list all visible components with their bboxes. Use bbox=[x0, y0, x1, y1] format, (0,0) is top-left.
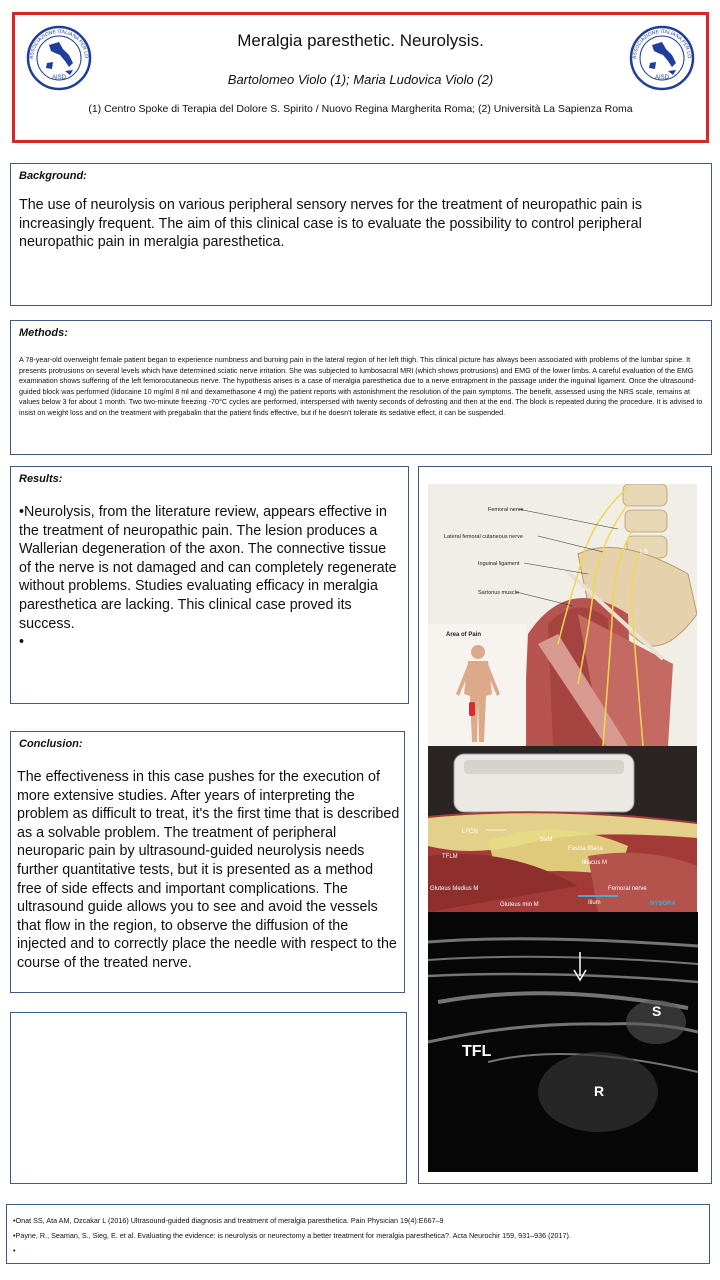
ultrasound-image bbox=[428, 912, 698, 1172]
ultrasound-drawing bbox=[428, 912, 698, 1172]
conclusion-heading: Conclusion: bbox=[19, 738, 83, 750]
reference-text: Payne, R., Seaman, S., Sieg, E. et al. Evaluating the evidence: is neurolysis or neurectomy a better treatment for meralgia paresthetica?. Acta Neurochir 159, 931–936 (2017). bbox=[15, 1231, 571, 1240]
label-area-of-pain: Area of Pain bbox=[446, 632, 482, 638]
label-r: R bbox=[594, 1083, 605, 1099]
methods-text: A 78-year-old overweight female patient began to experience numbness and burning pain in the lateral region of her left thigh. This clinical picture has always been associated with problems of the lumbar spine. It presents protrusions on several levels which have determined sciatic nerve irritation. She was subjected to lumbosacral MRI (which shows protrusions) and EMG of the lower limbs. A careful evaluation of the EMG examination shows suffering of the left femorocutaneous nerve. The hypothesis arises is a case of meralgia paresthetica due to a nerve entrapment in the passage under the inguinal ligament. Once the ultrasound-guided block was performed (lidocaine 10 mg/ml 8 ml and dexamethasone 4 mg) the patient reports with astonishment the resolution of the pain symptoms. The benefit, assessed using the NRS scale, remains at values below 3 for about 1 month. Two two-minute freezing -70°C cycles are performed, interspersed with twenty seconds of defrosting and then at the end. The block is repeated during the procedure. It is advised to insist on weight loss and on the treatment with pregabalin that the patient finds effective, but if he doesn't tolerate its sedative effect, it can be suspended. bbox=[19, 355, 703, 417]
label-gluteus-medius: Gluteus Medius M bbox=[430, 886, 479, 892]
anatomy-drawing bbox=[428, 484, 697, 746]
conclusion-section bbox=[10, 731, 405, 993]
results-heading: Results: bbox=[19, 473, 63, 485]
results-bullet-text: Neurolysis, from the literature review, appears effective in the treatment of neuropathic pain. The lesion produces a Wallerian degeneration of the axon. The connective tissue of the nerve is not damaged and can completely regenerate without problems. Studies evaluating efficacy in meralgia paresthetica are lacking. This clinical case proved its success. bbox=[19, 504, 397, 632]
reference-item: • bbox=[13, 1246, 16, 1255]
results-list bbox=[19, 503, 400, 652]
label-brand: NYSORA bbox=[650, 901, 676, 907]
empty-panel bbox=[10, 1012, 407, 1184]
pain-area-marker bbox=[469, 702, 475, 716]
reference-text: Onat SS, Ata AM, Ozcakar L (2016) Ultrasound-guided diagnosis and treatment of meralgia paresthetica. Pain Physician 19(4):E667–9 bbox=[15, 1216, 444, 1225]
poster-header bbox=[12, 12, 709, 143]
label-sartorius: Sartorius muscle bbox=[478, 590, 519, 596]
label-s: S bbox=[652, 1003, 662, 1019]
poster-authors: Bartolomeo Violo (1); Maria Ludovica Violo (2) bbox=[227, 72, 494, 87]
cross-section-drawing bbox=[428, 746, 697, 912]
background-heading: Background: bbox=[19, 170, 87, 182]
conclusion-text: The effectiveness in this case pushes for the execution of more extensive studies. After years of interpreting the problem as difficult to treat, it's the first time that is described as a solvable problem. The treatment of peripheral neuroparic pain by ultrasound-guided neurolysis needs further quantitative tests, but it is presented as a method free of side effects and important complications. The ultrasound guide allows you to see and avoid the vessels that flow in the region, to observe the diffusion of the injected and to correctly place the needle with respect to the course of the treated nerve. bbox=[17, 769, 400, 971]
reference-item: •Payne, R., Seaman, S., Sieg, E. et al. Evaluating the evidence: is neurolysis or neurectomy a better treatment for meralgia paresthetica?. Acta Neurochir 159, 931–936 (2017). bbox=[13, 1231, 571, 1240]
cross-section-image bbox=[428, 746, 697, 912]
label-ilium: Ilium bbox=[588, 900, 601, 906]
label-lfcn: Lateral femoral cutaneous nerve bbox=[444, 534, 523, 540]
results-section bbox=[10, 466, 409, 704]
label-femoral-nerve: Femoral nerve bbox=[608, 886, 647, 892]
background-text: The use of neurolysis on various peripheral sensory nerves for the treatment of neuropathic pain is increasingly frequent. The aim of this clinical case is to evaluate the possibility to control peripheral neuropathic pain in meralgia paresthetica. bbox=[19, 197, 643, 251]
label-l5: L5 bbox=[640, 549, 648, 556]
poster-title: Meralgia paresthetic. Neurolysis. bbox=[237, 31, 484, 50]
label-tfl: TFL bbox=[462, 1043, 492, 1060]
results-bullet: •Neurolysis, from the literature review, appears effective in the treatment of neuropathic pain. The lesion produces a Wallerian degeneration of the axon. The connective tissue of the nerve is not damaged and can completely regenerate without problems. Studies evaluating efficacy in meralgia paresthetica are lacking. This clinical case proved its success. bbox=[19, 504, 397, 632]
label-lfcn: LFCN bbox=[462, 829, 478, 835]
references-list bbox=[13, 1213, 703, 1258]
results-bullet: • bbox=[19, 634, 25, 651]
reference-item: •Onat SS, Ata AM, Ozcakar L (2016) Ultrasound-guided diagnosis and treatment of meralgia paresthetica. Pain Physician 19(4):E667–9 bbox=[13, 1216, 444, 1225]
label-gluteus-min: Gluteus min M bbox=[500, 902, 539, 908]
label-iliacus: Illiacus M bbox=[582, 860, 608, 866]
logo-text: AISD bbox=[51, 75, 67, 81]
label-sam: SaM bbox=[540, 837, 553, 843]
label-fascia-iliaca: Fascia Illiaca bbox=[568, 846, 603, 852]
label-femoral-nerve: Femoral nerve bbox=[488, 507, 524, 513]
methods-section bbox=[10, 320, 712, 455]
label-tflm: TFLM bbox=[442, 854, 458, 860]
anatomy-illustration bbox=[428, 484, 697, 746]
logo-text: AISD bbox=[654, 75, 670, 81]
methods-heading: Methods: bbox=[19, 327, 68, 339]
logo-ring-text: ASSOCIAZIONE ITALIANA PER LO bbox=[28, 28, 90, 60]
references-section bbox=[6, 1204, 710, 1264]
logo-ring-text: ASSOCIAZIONE ITALIANA PER LO bbox=[631, 28, 693, 60]
label-inguinal-ligament: Inguinal ligament bbox=[478, 561, 520, 567]
poster-affiliations: (1) Centro Spoke di Terapia del Dolore S. Spirito / Nuovo Regina Margherita Roma; (2) Università La Sapienza Roma bbox=[88, 103, 633, 115]
background-section bbox=[10, 163, 712, 306]
